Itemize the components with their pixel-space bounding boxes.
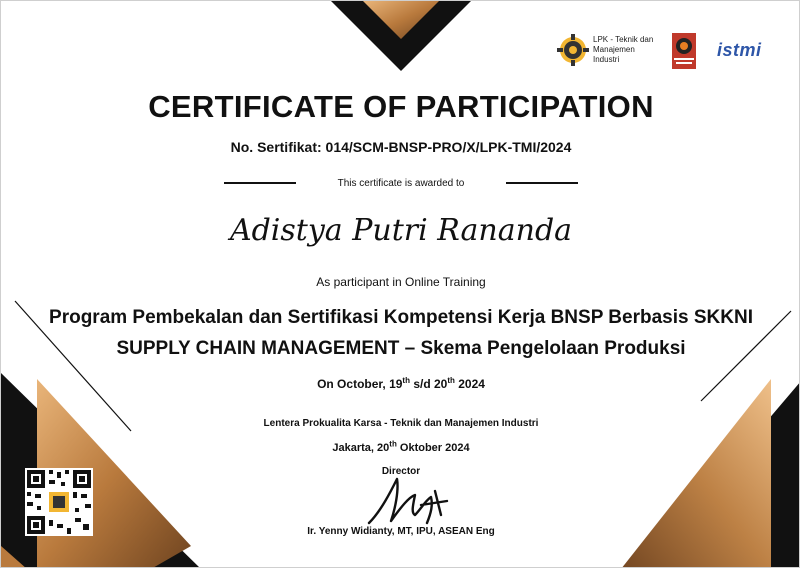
- signer-name: Ir. Yenny Widianty, MT, IPU, ASEAN Eng: [307, 526, 495, 537]
- lpk-logo-line3: Industri: [593, 55, 620, 64]
- training-period: On October, 19th s/d 20th 2024: [317, 376, 485, 391]
- program-title-line2: SUPPLY CHAIN MANAGEMENT – Skema Pengelolaan Produksi: [116, 338, 686, 359]
- qr-code-icon: [25, 468, 93, 536]
- organizer-name: Lentera Prokualita Karsa - Teknik dan Manajemen Industri: [263, 418, 539, 429]
- certificate-title: CERTIFICATE OF PARTICIPATION: [148, 89, 654, 124]
- lpk-logo-line2: Manajemen: [593, 45, 635, 54]
- signature-image: [361, 471, 451, 531]
- recipient-name: Adistya Putri Rananda: [229, 213, 573, 248]
- program-title-line1: Program Pembekalan dan Sertifikasi Kompetensi Kerja BNSP Berbasis SKKNI: [49, 307, 753, 328]
- certificate-number: No. Sertifikat: 014/SCM-BNSP-PRO/X/LPK-TMI/2024: [230, 139, 572, 155]
- lpk-logo: [557, 34, 667, 68]
- awarded-text: This certificate is awarded to: [337, 178, 465, 189]
- lpk-logo-line1: LPK - Teknik dan: [593, 35, 654, 44]
- place-date: Jakarta, 20th Oktober 2024: [332, 439, 470, 454]
- participant-text: As participant in Online Training: [316, 275, 486, 289]
- signer-role: Director: [381, 466, 421, 477]
- istmi-logo-text: istmi: [717, 40, 762, 60]
- istmi-logo: [717, 39, 769, 63]
- gear-icon: [557, 34, 589, 66]
- partner-logo: [672, 33, 696, 69]
